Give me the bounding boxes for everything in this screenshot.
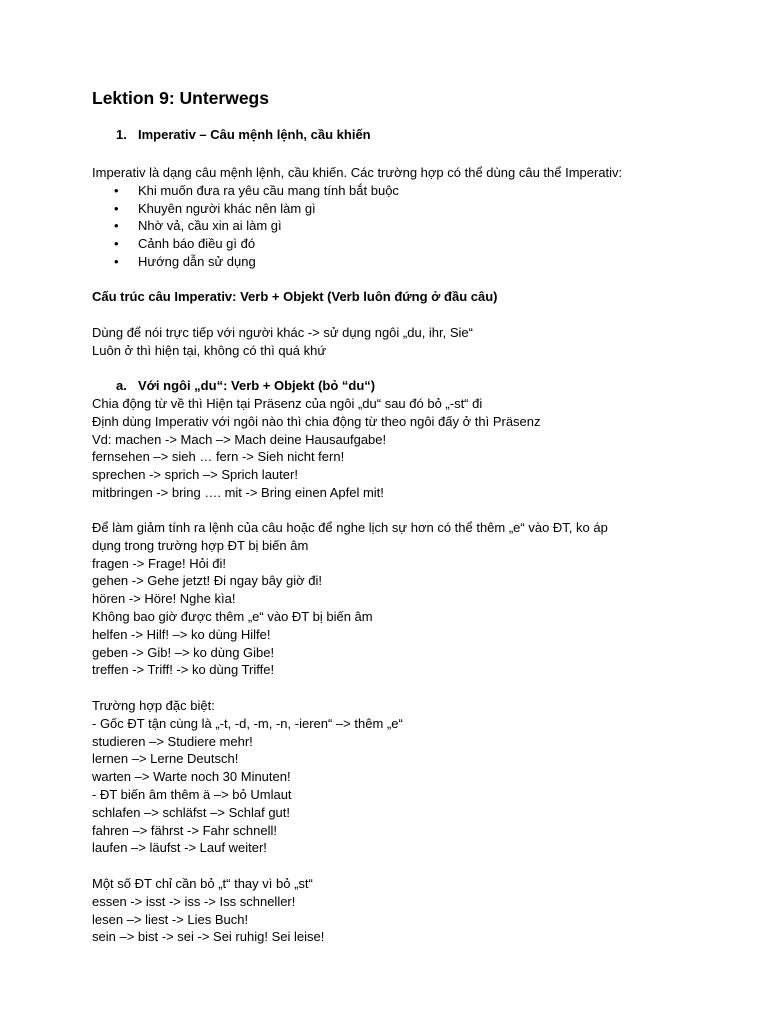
- subsection-heading-du: [116, 377, 375, 395]
- example-line: Vd: machen -> Mach –> Mach deine Hausaufgabe!: [92, 431, 387, 447]
- example-line: schlafen –> schläfst –> Schlaf gut!: [92, 804, 291, 820]
- section-number: 1.: [116, 127, 127, 142]
- example-line: gehen -> Gehe jetzt! Đi ngay bây giờ đi!: [92, 573, 323, 589]
- list-item-text: Nhờ vả, cầu xin ai làm gì: [138, 218, 282, 234]
- list-item-text: Khi muốn đưa ra yêu cầu mang tính bắt buộc: [138, 182, 399, 198]
- usage-block: [92, 324, 738, 360]
- structure-block: [92, 288, 738, 306]
- list-item: [92, 253, 738, 271]
- intro-text: Imperativ là dạng câu mệnh lệnh, cầu khiến. Các trường hợp có thể dùng câu thể Imperativ:: [92, 165, 623, 180]
- text-line: - ĐT biến âm thêm ä –> bỏ Umlaut: [92, 786, 292, 802]
- list-item: [92, 235, 738, 253]
- list-item: [92, 217, 738, 235]
- structure-heading: Cấu trúc câu Imperativ: Verb + Objekt (Verb luôn đứng ở đầu câu): [92, 289, 498, 304]
- example-line: hören -> Höre! Nghe kìa!: [92, 591, 236, 607]
- example-line: sprechen -> sprich –> Sprich lauter!: [92, 467, 298, 483]
- text-line: Một số ĐT chỉ cần bỏ „t“ thay vì bỏ „st“: [92, 876, 313, 891]
- text-line: Để làm giảm tính ra lệnh của câu hoặc để nghe lịch sự hơn có thể thêm „e“ vào ĐT, ko áp: [92, 520, 608, 535]
- example-line: sein –> bist -> sei -> Sei ruhig! Sei leise!: [92, 929, 325, 945]
- example-line: laufen –> läufst -> Lauf weiter!: [92, 840, 267, 856]
- bullet-icon: •: [114, 253, 119, 269]
- bullet-icon: •: [114, 218, 119, 234]
- usage-cases-list: [92, 182, 738, 271]
- lesson-title: Lektion 9: Unterwegs: [92, 88, 269, 108]
- example-line: lesen –> liest -> Lies Buch!: [92, 911, 249, 927]
- list-item-text: Hướng dẫn sử dụng: [138, 253, 256, 269]
- example-line: essen -> isst -> iss -> Iss schneller!: [92, 893, 296, 909]
- text-line: Định dùng Imperativ với ngôi nào thì chia động từ theo ngôi đấy ở thì Präsenz: [92, 413, 541, 429]
- text-line: dụng trong trường hợp ĐT bị biến âm: [92, 537, 309, 553]
- example-line: treffen -> Triff! -> ko dùng Triffe!: [92, 662, 275, 678]
- text-line: - Gốc ĐT tận cùng là „-t, -d, -m, -n, -ieren“ –> thêm „e“: [92, 715, 403, 731]
- list-item: [92, 200, 738, 218]
- section-heading-text: Imperativ – Câu mệnh lệnh, cầu khiến: [138, 127, 371, 142]
- subsection-heading-text: Với ngôi „du“: Verb + Objekt (bỏ “du“): [138, 378, 376, 393]
- example-line: geben -> Gib! –> ko dùng Gibe!: [92, 644, 275, 660]
- bullet-icon: •: [114, 236, 119, 252]
- example-line: lernen –> Lerne Deutsch!: [92, 751, 239, 767]
- bullet-icon: •: [114, 200, 119, 216]
- text-line: Chia động từ về thì Hiện tại Präsenz của ngôi „du“ sau đó bỏ „-st“ đi: [92, 396, 483, 411]
- du-rules-block: [92, 395, 738, 502]
- bullet-icon: •: [114, 182, 119, 198]
- usage-line: Luôn ở thì hiện tại, không có thì quá khứ: [92, 342, 327, 358]
- example-line: studieren –> Studiere mehr!: [92, 733, 253, 749]
- example-line: warten –> Warte noch 30 Minuten!: [92, 769, 291, 785]
- example-line: fahren –> fährst -> Fahr schnell!: [92, 822, 277, 838]
- soften-block: [92, 519, 738, 679]
- example-line: mitbringen -> bring …. mit -> Bring einen Apfel mit!: [92, 484, 384, 500]
- section-heading-imperativ: [116, 126, 371, 144]
- example-line: fragen -> Frage! Hỏi đi!: [92, 555, 227, 571]
- text-line: Trường hợp đặc biệt:: [92, 698, 215, 713]
- special-cases-block: [92, 697, 738, 857]
- example-line: helfen -> Hilf! –> ko dùng Hilfe!: [92, 626, 271, 642]
- drop-t-block: [92, 875, 738, 946]
- list-item: [92, 182, 738, 200]
- usage-line: Dùng để nói trực tiếp với người khác -> sử dụng ngôi „du, ihr, Sie“: [92, 325, 473, 340]
- intro-block: [92, 164, 738, 271]
- list-item-text: Cảnh báo điều gì đó: [138, 236, 256, 252]
- text-line: Không bao giờ được thêm „e“ vào ĐT bị biến âm: [92, 608, 373, 624]
- subsection-letter: a.: [116, 378, 127, 393]
- list-item-text: Khuyên người khác nên làm gì: [138, 200, 316, 216]
- example-line: fernsehen –> sieh … fern -> Sieh nicht fern!: [92, 449, 345, 465]
